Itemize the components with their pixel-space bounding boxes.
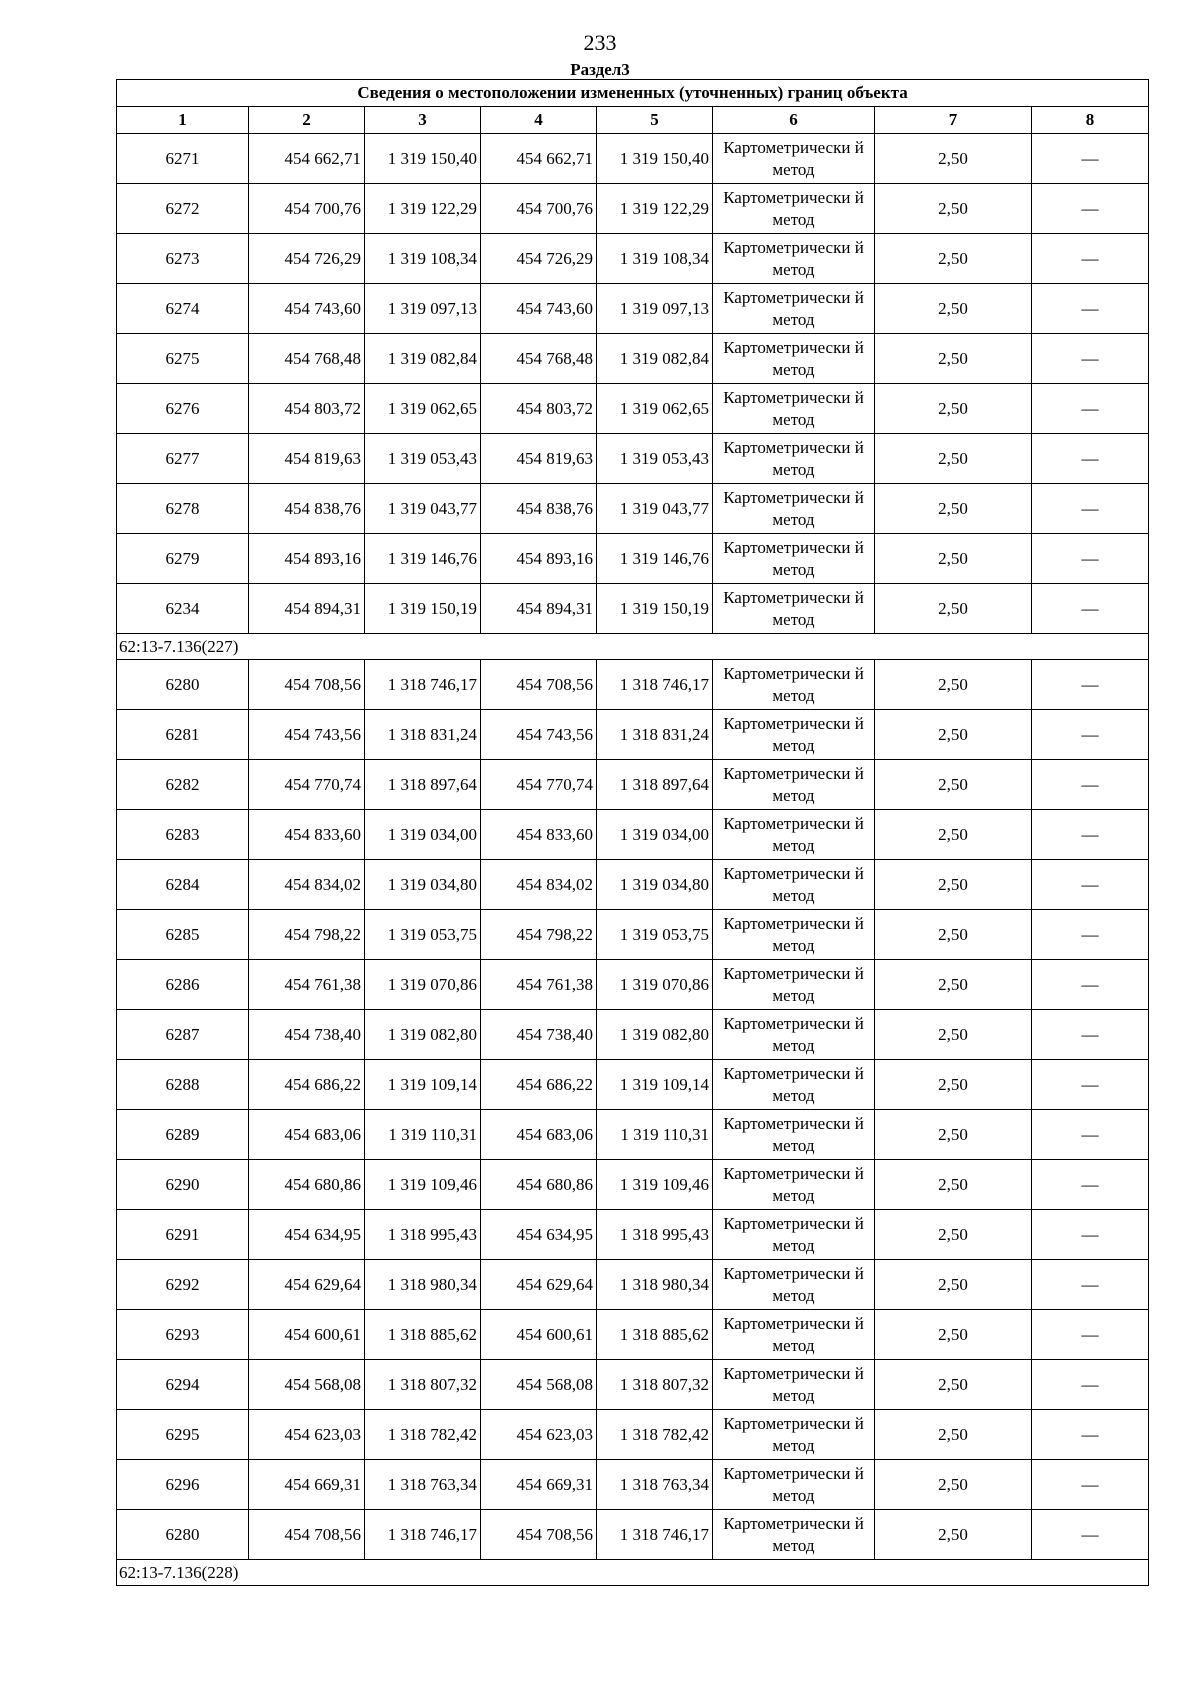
y-new-cell: 1 319 110,31 bbox=[597, 1110, 713, 1160]
column-header: 7 bbox=[875, 107, 1032, 134]
method-cell: Картометрически й метод bbox=[713, 660, 875, 710]
method-cell: Картометрически й метод bbox=[713, 960, 875, 1010]
x-old-cell: 454 623,03 bbox=[249, 1410, 365, 1460]
y-new-cell: 1 319 150,19 bbox=[597, 584, 713, 634]
method-cell: Картометрически й метод bbox=[713, 860, 875, 910]
x-new-cell: 454 819,63 bbox=[481, 434, 597, 484]
y-old-cell: 1 319 150,19 bbox=[365, 584, 481, 634]
table-row bbox=[117, 1460, 1149, 1510]
point-number-cell: 6275 bbox=[117, 334, 249, 384]
accuracy-cell: 2,50 bbox=[875, 484, 1032, 534]
note-cell: — bbox=[1032, 134, 1149, 184]
table-row bbox=[117, 910, 1149, 960]
note-cell: — bbox=[1032, 1360, 1149, 1410]
y-old-cell: 1 319 097,13 bbox=[365, 284, 481, 334]
x-new-cell: 454 669,31 bbox=[481, 1460, 597, 1510]
table-row bbox=[117, 184, 1149, 234]
y-new-cell: 1 319 146,76 bbox=[597, 534, 713, 584]
point-number-cell: 6288 bbox=[117, 1060, 249, 1110]
table-row bbox=[117, 1360, 1149, 1410]
y-new-cell: 1 319 043,77 bbox=[597, 484, 713, 534]
y-old-cell: 1 319 146,76 bbox=[365, 534, 481, 584]
accuracy-cell: 2,50 bbox=[875, 1210, 1032, 1260]
column-header-row bbox=[117, 107, 1149, 134]
table-row bbox=[117, 1310, 1149, 1360]
x-old-cell: 454 768,48 bbox=[249, 334, 365, 384]
y-old-cell: 1 319 034,00 bbox=[365, 810, 481, 860]
note-cell: — bbox=[1032, 860, 1149, 910]
y-old-cell: 1 319 053,75 bbox=[365, 910, 481, 960]
x-new-cell: 454 894,31 bbox=[481, 584, 597, 634]
y-new-cell: 1 319 053,75 bbox=[597, 910, 713, 960]
x-old-cell: 454 894,31 bbox=[249, 584, 365, 634]
method-cell: Картометрически й метод bbox=[713, 534, 875, 584]
point-number-cell: 6293 bbox=[117, 1310, 249, 1360]
y-old-cell: 1 318 995,43 bbox=[365, 1210, 481, 1260]
x-new-cell: 454 893,16 bbox=[481, 534, 597, 584]
table-row bbox=[117, 384, 1149, 434]
point-number-cell: 6281 bbox=[117, 710, 249, 760]
x-new-cell: 454 834,02 bbox=[481, 860, 597, 910]
accuracy-cell: 2,50 bbox=[875, 1160, 1032, 1210]
x-old-cell: 454 798,22 bbox=[249, 910, 365, 960]
method-cell: Картометрически й метод bbox=[713, 1460, 875, 1510]
table-row bbox=[117, 860, 1149, 910]
method-cell: Картометрически й метод bbox=[713, 134, 875, 184]
y-new-cell: 1 319 034,00 bbox=[597, 810, 713, 860]
x-old-cell: 454 634,95 bbox=[249, 1210, 365, 1260]
point-number-cell: 6292 bbox=[117, 1260, 249, 1310]
method-cell: Картометрически й метод bbox=[713, 1160, 875, 1210]
point-number-cell: 6279 bbox=[117, 534, 249, 584]
boundary-table bbox=[116, 79, 1149, 1586]
group-row bbox=[117, 1560, 1149, 1586]
y-new-cell: 1 318 782,42 bbox=[597, 1410, 713, 1460]
y-old-cell: 1 319 108,34 bbox=[365, 234, 481, 284]
group-label: 62:13-7.136(228) bbox=[117, 1560, 1149, 1586]
point-number-cell: 6296 bbox=[117, 1460, 249, 1510]
method-cell: Картометрически й метод bbox=[713, 384, 875, 434]
x-old-cell: 454 893,16 bbox=[249, 534, 365, 584]
y-old-cell: 1 319 062,65 bbox=[365, 384, 481, 434]
accuracy-cell: 2,50 bbox=[875, 760, 1032, 810]
x-old-cell: 454 568,08 bbox=[249, 1360, 365, 1410]
x-new-cell: 454 680,86 bbox=[481, 1160, 597, 1210]
table-row bbox=[117, 484, 1149, 534]
x-old-cell: 454 819,63 bbox=[249, 434, 365, 484]
accuracy-cell: 2,50 bbox=[875, 184, 1032, 234]
note-cell: — bbox=[1032, 1510, 1149, 1560]
method-cell: Картометрически й метод bbox=[713, 1310, 875, 1360]
table-row bbox=[117, 1260, 1149, 1310]
y-old-cell: 1 318 980,34 bbox=[365, 1260, 481, 1310]
note-cell: — bbox=[1032, 1110, 1149, 1160]
y-new-cell: 1 319 150,40 bbox=[597, 134, 713, 184]
note-cell: — bbox=[1032, 534, 1149, 584]
note-cell: — bbox=[1032, 434, 1149, 484]
note-cell: — bbox=[1032, 1260, 1149, 1310]
y-old-cell: 1 318 831,24 bbox=[365, 710, 481, 760]
point-number-cell: 6280 bbox=[117, 1510, 249, 1560]
accuracy-cell: 2,50 bbox=[875, 1360, 1032, 1410]
x-old-cell: 454 600,61 bbox=[249, 1310, 365, 1360]
y-new-cell: 1 319 109,46 bbox=[597, 1160, 713, 1210]
y-new-cell: 1 318 746,17 bbox=[597, 660, 713, 710]
y-old-cell: 1 319 122,29 bbox=[365, 184, 481, 234]
table-row bbox=[117, 1210, 1149, 1260]
x-old-cell: 454 680,86 bbox=[249, 1160, 365, 1210]
x-new-cell: 454 708,56 bbox=[481, 1510, 597, 1560]
point-number-cell: 6274 bbox=[117, 284, 249, 334]
x-old-cell: 454 834,02 bbox=[249, 860, 365, 910]
method-cell: Картометрически й метод bbox=[713, 184, 875, 234]
y-new-cell: 1 319 108,34 bbox=[597, 234, 713, 284]
y-old-cell: 1 318 897,64 bbox=[365, 760, 481, 810]
method-cell: Картометрически й метод bbox=[713, 1060, 875, 1110]
x-old-cell: 454 700,76 bbox=[249, 184, 365, 234]
x-new-cell: 454 726,29 bbox=[481, 234, 597, 284]
column-header: 6 bbox=[713, 107, 875, 134]
table-row bbox=[117, 584, 1149, 634]
note-cell: — bbox=[1032, 334, 1149, 384]
accuracy-cell: 2,50 bbox=[875, 334, 1032, 384]
point-number-cell: 6285 bbox=[117, 910, 249, 960]
note-cell: — bbox=[1032, 284, 1149, 334]
point-number-cell: 6283 bbox=[117, 810, 249, 860]
x-old-cell: 454 838,76 bbox=[249, 484, 365, 534]
column-header: 8 bbox=[1032, 107, 1149, 134]
note-cell: — bbox=[1032, 960, 1149, 1010]
table-row bbox=[117, 1010, 1149, 1060]
method-cell: Картометрически й метод bbox=[713, 810, 875, 860]
point-number-cell: 6272 bbox=[117, 184, 249, 234]
x-old-cell: 454 726,29 bbox=[249, 234, 365, 284]
accuracy-cell: 2,50 bbox=[875, 1110, 1032, 1160]
group-row bbox=[117, 634, 1149, 660]
note-cell: — bbox=[1032, 760, 1149, 810]
x-old-cell: 454 803,72 bbox=[249, 384, 365, 434]
method-cell: Картометрически й метод bbox=[713, 284, 875, 334]
x-old-cell: 454 833,60 bbox=[249, 810, 365, 860]
table-row bbox=[117, 1510, 1149, 1560]
accuracy-cell: 2,50 bbox=[875, 1310, 1032, 1360]
y-old-cell: 1 319 082,84 bbox=[365, 334, 481, 384]
note-cell: — bbox=[1032, 910, 1149, 960]
table-row bbox=[117, 810, 1149, 860]
y-old-cell: 1 318 763,34 bbox=[365, 1460, 481, 1510]
table-body bbox=[117, 134, 1149, 1586]
y-new-cell: 1 319 062,65 bbox=[597, 384, 713, 434]
table-row bbox=[117, 1060, 1149, 1110]
note-cell: — bbox=[1032, 810, 1149, 860]
method-cell: Картометрически й метод bbox=[713, 434, 875, 484]
note-cell: — bbox=[1032, 1460, 1149, 1510]
point-number-cell: 6271 bbox=[117, 134, 249, 184]
y-new-cell: 1 318 831,24 bbox=[597, 710, 713, 760]
y-new-cell: 1 318 807,32 bbox=[597, 1360, 713, 1410]
point-number-cell: 6291 bbox=[117, 1210, 249, 1260]
y-old-cell: 1 318 782,42 bbox=[365, 1410, 481, 1460]
x-old-cell: 454 662,71 bbox=[249, 134, 365, 184]
table-row bbox=[117, 334, 1149, 384]
y-new-cell: 1 319 082,84 bbox=[597, 334, 713, 384]
x-old-cell: 454 743,60 bbox=[249, 284, 365, 334]
note-cell: — bbox=[1032, 1310, 1149, 1360]
point-number-cell: 6287 bbox=[117, 1010, 249, 1060]
table-row bbox=[117, 284, 1149, 334]
x-new-cell: 454 700,76 bbox=[481, 184, 597, 234]
method-cell: Картометрически й метод bbox=[713, 910, 875, 960]
x-new-cell: 454 838,76 bbox=[481, 484, 597, 534]
accuracy-cell: 2,50 bbox=[875, 1460, 1032, 1510]
x-old-cell: 454 669,31 bbox=[249, 1460, 365, 1510]
x-old-cell: 454 686,22 bbox=[249, 1060, 365, 1110]
x-old-cell: 454 629,64 bbox=[249, 1260, 365, 1310]
accuracy-cell: 2,50 bbox=[875, 660, 1032, 710]
note-cell: — bbox=[1032, 1210, 1149, 1260]
accuracy-cell: 2,50 bbox=[875, 910, 1032, 960]
accuracy-cell: 2,50 bbox=[875, 810, 1032, 860]
column-header: 5 bbox=[597, 107, 713, 134]
x-new-cell: 454 798,22 bbox=[481, 910, 597, 960]
note-cell: — bbox=[1032, 584, 1149, 634]
point-number-cell: 6295 bbox=[117, 1410, 249, 1460]
accuracy-cell: 2,50 bbox=[875, 1260, 1032, 1310]
x-new-cell: 454 686,22 bbox=[481, 1060, 597, 1110]
method-cell: Картометрически й метод bbox=[713, 1510, 875, 1560]
table-row bbox=[117, 710, 1149, 760]
y-new-cell: 1 318 897,64 bbox=[597, 760, 713, 810]
accuracy-cell: 2,50 bbox=[875, 1010, 1032, 1060]
accuracy-cell: 2,50 bbox=[875, 234, 1032, 284]
method-cell: Картометрически й метод bbox=[713, 710, 875, 760]
y-old-cell: 1 318 885,62 bbox=[365, 1310, 481, 1360]
table-row bbox=[117, 134, 1149, 184]
table-row bbox=[117, 1110, 1149, 1160]
point-number-cell: 6234 bbox=[117, 584, 249, 634]
x-new-cell: 454 833,60 bbox=[481, 810, 597, 860]
point-number-cell: 6276 bbox=[117, 384, 249, 434]
y-old-cell: 1 318 746,17 bbox=[365, 1510, 481, 1560]
x-new-cell: 454 629,64 bbox=[481, 1260, 597, 1310]
column-header: 4 bbox=[481, 107, 597, 134]
y-new-cell: 1 319 034,80 bbox=[597, 860, 713, 910]
y-old-cell: 1 319 109,14 bbox=[365, 1060, 481, 1110]
note-cell: — bbox=[1032, 1010, 1149, 1060]
x-new-cell: 454 770,74 bbox=[481, 760, 597, 810]
point-number-cell: 6286 bbox=[117, 960, 249, 1010]
accuracy-cell: 2,50 bbox=[875, 134, 1032, 184]
accuracy-cell: 2,50 bbox=[875, 960, 1032, 1010]
method-cell: Картометрически й метод bbox=[713, 760, 875, 810]
y-old-cell: 1 319 053,43 bbox=[365, 434, 481, 484]
accuracy-cell: 2,50 bbox=[875, 584, 1032, 634]
y-old-cell: 1 319 110,31 bbox=[365, 1110, 481, 1160]
column-header: 3 bbox=[365, 107, 481, 134]
x-new-cell: 454 662,71 bbox=[481, 134, 597, 184]
x-new-cell: 454 708,56 bbox=[481, 660, 597, 710]
accuracy-cell: 2,50 bbox=[875, 710, 1032, 760]
method-cell: Картометрически й метод bbox=[713, 584, 875, 634]
y-old-cell: 1 318 746,17 bbox=[365, 660, 481, 710]
method-cell: Картометрически й метод bbox=[713, 1260, 875, 1310]
y-old-cell: 1 319 070,86 bbox=[365, 960, 481, 1010]
accuracy-cell: 2,50 bbox=[875, 434, 1032, 484]
y-new-cell: 1 318 885,62 bbox=[597, 1310, 713, 1360]
table-row bbox=[117, 1410, 1149, 1460]
y-new-cell: 1 319 122,29 bbox=[597, 184, 713, 234]
note-cell: — bbox=[1032, 1060, 1149, 1110]
method-cell: Картометрически й метод bbox=[713, 1010, 875, 1060]
point-number-cell: 6289 bbox=[117, 1110, 249, 1160]
table-row bbox=[117, 960, 1149, 1010]
note-cell: — bbox=[1032, 484, 1149, 534]
x-old-cell: 454 738,40 bbox=[249, 1010, 365, 1060]
table-row bbox=[117, 760, 1149, 810]
method-cell: Картометрически й метод bbox=[713, 234, 875, 284]
note-cell: — bbox=[1032, 660, 1149, 710]
section-title: Раздел3 bbox=[570, 60, 630, 79]
method-cell: Картометрически й метод bbox=[713, 1360, 875, 1410]
accuracy-cell: 2,50 bbox=[875, 384, 1032, 434]
column-header: 1 bbox=[117, 107, 249, 134]
table-row bbox=[117, 234, 1149, 284]
point-number-cell: 6278 bbox=[117, 484, 249, 534]
y-new-cell: 1 318 980,34 bbox=[597, 1260, 713, 1310]
method-cell: Картометрически й метод bbox=[713, 1410, 875, 1460]
note-cell: — bbox=[1032, 1160, 1149, 1210]
accuracy-cell: 2,50 bbox=[875, 1510, 1032, 1560]
point-number-cell: 6282 bbox=[117, 760, 249, 810]
accuracy-cell: 2,50 bbox=[875, 534, 1032, 584]
x-new-cell: 454 600,61 bbox=[481, 1310, 597, 1360]
x-new-cell: 454 623,03 bbox=[481, 1410, 597, 1460]
method-cell: Картометрически й метод bbox=[713, 1210, 875, 1260]
x-new-cell: 454 803,72 bbox=[481, 384, 597, 434]
y-new-cell: 1 318 995,43 bbox=[597, 1210, 713, 1260]
point-number-cell: 6277 bbox=[117, 434, 249, 484]
method-cell: Картометрически й метод bbox=[713, 334, 875, 384]
x-old-cell: 454 708,56 bbox=[249, 660, 365, 710]
table-row bbox=[117, 434, 1149, 484]
x-new-cell: 454 683,06 bbox=[481, 1110, 597, 1160]
note-cell: — bbox=[1032, 184, 1149, 234]
note-cell: — bbox=[1032, 710, 1149, 760]
y-new-cell: 1 319 082,80 bbox=[597, 1010, 713, 1060]
y-new-cell: 1 319 053,43 bbox=[597, 434, 713, 484]
table-caption: Сведения о местоположении измененных (уточненных) границ объекта bbox=[117, 80, 1149, 107]
table-row bbox=[117, 1160, 1149, 1210]
x-new-cell: 454 768,48 bbox=[481, 334, 597, 384]
x-new-cell: 454 761,38 bbox=[481, 960, 597, 1010]
method-cell: Картометрически й метод bbox=[713, 484, 875, 534]
x-new-cell: 454 743,56 bbox=[481, 710, 597, 760]
column-header: 2 bbox=[249, 107, 365, 134]
page-number: 233 bbox=[583, 30, 617, 55]
group-label: 62:13-7.136(227) bbox=[117, 634, 1149, 660]
x-new-cell: 454 743,60 bbox=[481, 284, 597, 334]
table-row bbox=[117, 660, 1149, 710]
accuracy-cell: 2,50 bbox=[875, 860, 1032, 910]
x-old-cell: 454 708,56 bbox=[249, 1510, 365, 1560]
note-cell: — bbox=[1032, 1410, 1149, 1460]
x-old-cell: 454 683,06 bbox=[249, 1110, 365, 1160]
note-cell: — bbox=[1032, 234, 1149, 284]
point-number-cell: 6273 bbox=[117, 234, 249, 284]
table-row bbox=[117, 534, 1149, 584]
y-old-cell: 1 319 034,80 bbox=[365, 860, 481, 910]
y-new-cell: 1 318 746,17 bbox=[597, 1510, 713, 1560]
x-new-cell: 454 738,40 bbox=[481, 1010, 597, 1060]
note-cell: — bbox=[1032, 384, 1149, 434]
point-number-cell: 6280 bbox=[117, 660, 249, 710]
accuracy-cell: 2,50 bbox=[875, 1410, 1032, 1460]
y-new-cell: 1 318 763,34 bbox=[597, 1460, 713, 1510]
y-old-cell: 1 319 109,46 bbox=[365, 1160, 481, 1210]
y-old-cell: 1 319 082,80 bbox=[365, 1010, 481, 1060]
accuracy-cell: 2,50 bbox=[875, 284, 1032, 334]
point-number-cell: 6290 bbox=[117, 1160, 249, 1210]
x-old-cell: 454 761,38 bbox=[249, 960, 365, 1010]
method-cell: Картометрически й метод bbox=[713, 1110, 875, 1160]
x-new-cell: 454 634,95 bbox=[481, 1210, 597, 1260]
x-new-cell: 454 568,08 bbox=[481, 1360, 597, 1410]
point-number-cell: 6284 bbox=[117, 860, 249, 910]
y-new-cell: 1 319 109,14 bbox=[597, 1060, 713, 1110]
point-number-cell: 6294 bbox=[117, 1360, 249, 1410]
y-old-cell: 1 318 807,32 bbox=[365, 1360, 481, 1410]
y-old-cell: 1 319 043,77 bbox=[365, 484, 481, 534]
x-old-cell: 454 770,74 bbox=[249, 760, 365, 810]
y-old-cell: 1 319 150,40 bbox=[365, 134, 481, 184]
y-new-cell: 1 319 097,13 bbox=[597, 284, 713, 334]
accuracy-cell: 2,50 bbox=[875, 1060, 1032, 1110]
x-old-cell: 454 743,56 bbox=[249, 710, 365, 760]
y-new-cell: 1 319 070,86 bbox=[597, 960, 713, 1010]
